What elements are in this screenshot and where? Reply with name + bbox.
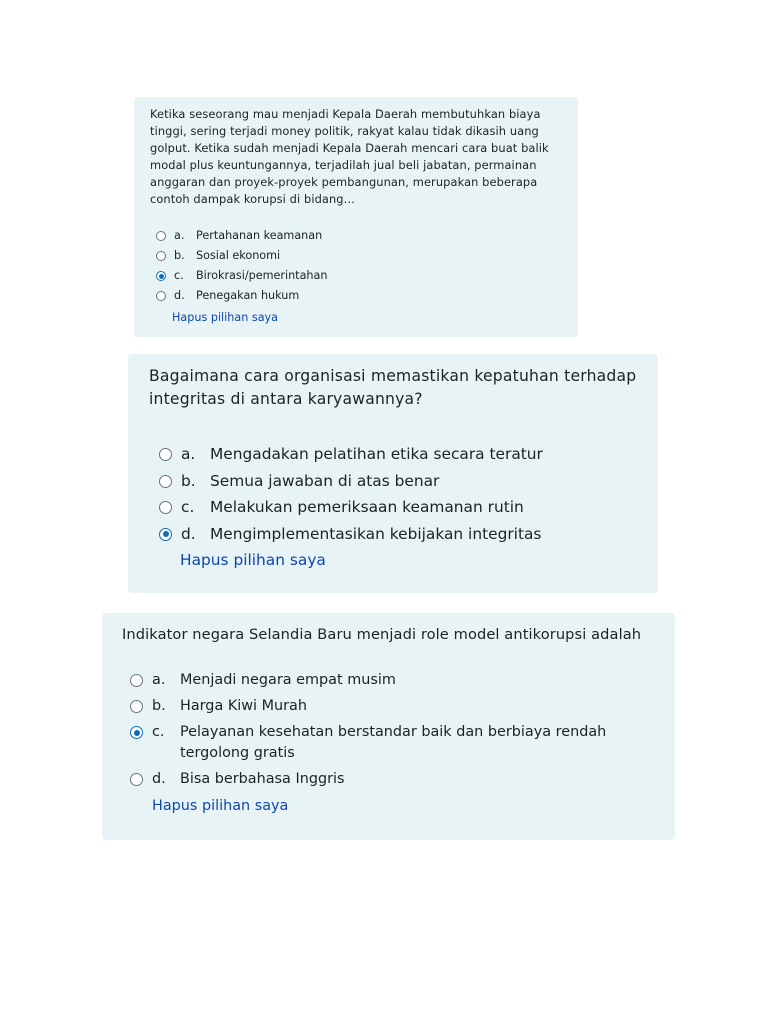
question-card-2	[128, 354, 658, 593]
answer-option-d[interactable]	[130, 769, 667, 790]
clear-choice-link[interactable]: Hapus pilihan saya	[152, 798, 289, 814]
answer-option-b[interactable]	[159, 468, 642, 495]
radio-unchecked-icon[interactable]	[159, 475, 172, 488]
answer-option-d[interactable]	[159, 521, 642, 548]
radio-unchecked-icon[interactable]	[156, 231, 166, 241]
option-text: Sosial ekonomi	[196, 249, 281, 262]
radio-unchecked-icon[interactable]	[156, 291, 166, 301]
clear-choice-link[interactable]: Hapus pilihan saya	[172, 311, 279, 324]
radio-checked-icon[interactable]	[156, 271, 166, 281]
option-letter: b.	[152, 698, 166, 714]
option-text: Menjadi negara empat musim	[180, 672, 396, 688]
option-letter: c.	[152, 724, 165, 740]
option-text: Penegakan hukum	[196, 289, 300, 302]
radio-unchecked-icon[interactable]	[159, 448, 172, 461]
option-text: Birokrasi/pemerintahan	[196, 269, 328, 282]
option-text: Harga Kiwi Murah	[180, 698, 307, 714]
answer-option-b[interactable]	[156, 246, 562, 266]
option-text: Melakukan pemeriksaan keamanan rutin	[210, 498, 524, 516]
option-letter: c.	[174, 269, 184, 282]
option-text: Mengadakan pelatihan etika secara teratur	[210, 445, 543, 463]
answer-option-a[interactable]	[156, 226, 562, 246]
answer-option-c[interactable]	[130, 722, 667, 764]
option-letter: c.	[181, 498, 195, 516]
option-letter: d.	[181, 524, 196, 543]
option-letter: a.	[152, 672, 166, 688]
question-card-1	[134, 97, 578, 337]
option-text: Bisa berbahasa Inggris	[180, 771, 345, 787]
radio-unchecked-icon[interactable]	[130, 773, 143, 786]
question-card-3	[102, 613, 675, 840]
option-letter: a.	[174, 229, 185, 242]
option-letter: b.	[174, 249, 185, 262]
answer-options	[130, 670, 667, 790]
option-text: Mengimplementasikan kebijakan integritas	[210, 524, 542, 543]
answer-option-a[interactable]	[130, 670, 667, 691]
option-letter: b.	[181, 471, 196, 490]
option-text: Pelayanan kesehatan berstandar baik dan berbiaya rendah tergolong gratis	[180, 724, 607, 761]
answer-option-c[interactable]	[159, 494, 642, 521]
option-letter: a.	[181, 445, 196, 463]
question-text: Indikator negara Selandia Baru menjadi role model antikorupsi adalah	[122, 626, 642, 643]
radio-unchecked-icon[interactable]	[156, 251, 166, 261]
option-text: Pertahanan keamanan	[196, 229, 323, 242]
question-text: Ketika seseorang mau menjadi Kepala Daerah membutuhkan biaya tinggi, sering terjadi money politik, rakyat kalau tidak dikasih uang golput. Ketika sudah menjadi Kepala Daerah mencari cara buat balik modal plus keuntungannya, terjadilah jual beli jabatan, permainan anggaran dan proyek-proyek pembangunan, merupakan beberapa contoh dampak korupsi di bidang...	[150, 107, 549, 206]
option-letter: d.	[152, 771, 166, 787]
option-letter: d.	[174, 289, 185, 302]
radio-unchecked-icon[interactable]	[130, 700, 143, 713]
radio-unchecked-icon[interactable]	[159, 501, 172, 514]
radio-checked-icon[interactable]	[130, 726, 143, 739]
answer-options	[159, 441, 642, 547]
answer-option-b[interactable]	[130, 696, 667, 717]
radio-unchecked-icon[interactable]	[130, 674, 143, 687]
answer-option-c[interactable]	[156, 266, 562, 286]
radio-checked-icon[interactable]	[159, 528, 172, 541]
question-text: Bagaimana cara organisasi memastikan kepatuhan terhadap integritas di antara karyawannya?	[149, 367, 637, 408]
answer-option-d[interactable]	[156, 286, 562, 306]
answer-options	[156, 226, 562, 306]
answer-option-a[interactable]	[159, 441, 642, 468]
clear-choice-link[interactable]: Hapus pilihan saya	[180, 551, 326, 569]
option-text: Semua jawaban di atas benar	[210, 471, 440, 490]
